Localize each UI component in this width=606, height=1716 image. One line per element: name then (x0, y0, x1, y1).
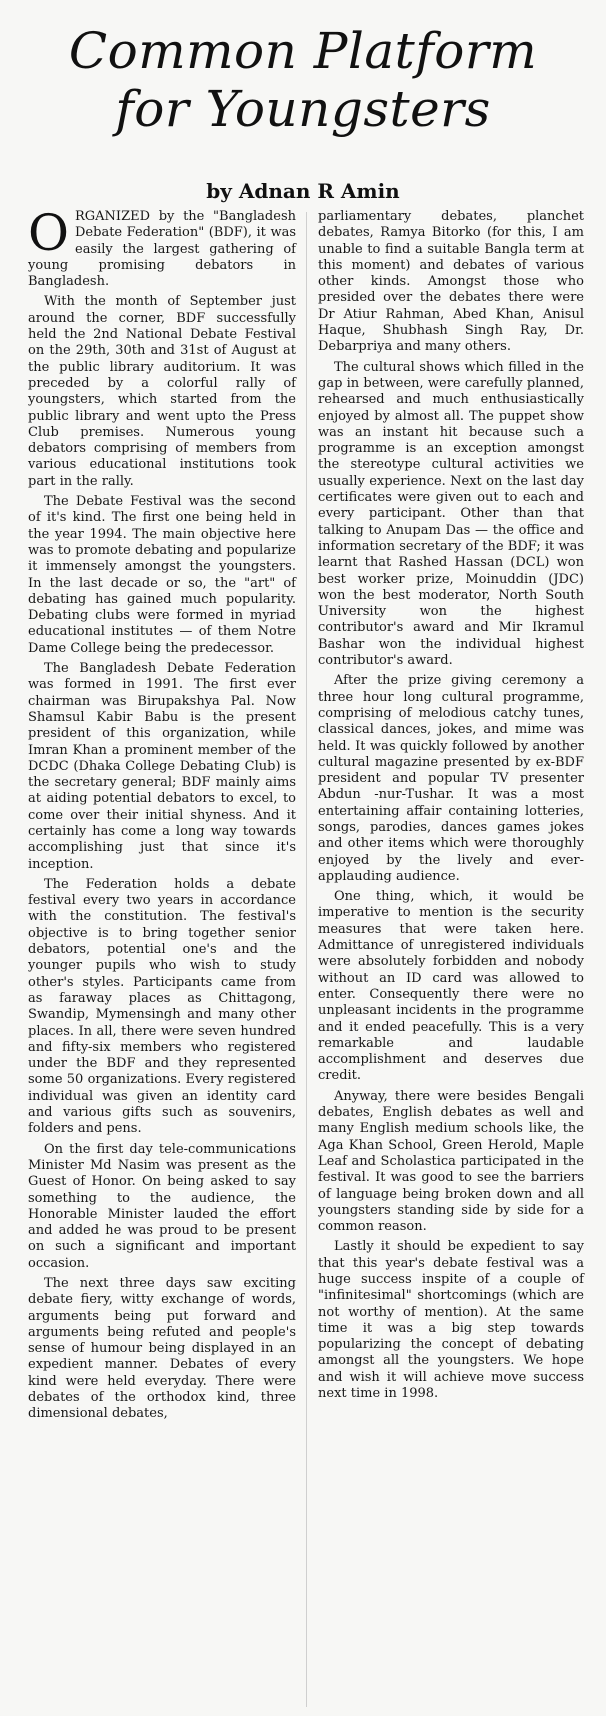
article-paragraph: The cultural shows which filled in the gap in between, were carefully planned, rehearsed and much enthusiastically enjoyed by almost all. The puppet show was an instant hit because such a programme is an exception amongst the stereotype cultural activities we usually experience. Next on the last day certificates were given out to each and every participant. Other than that talking to Anupam Das — the office and information secretary of the BDF; it was learnt that Rashed Hassan (DCL) won best worker prize, Moinuddin (JDC) won the best moderator, North South University won the highest contributor's award and Mir Ikramul Bashar won the individual highest contributor's award. (318, 359, 584, 669)
headline-block (0, 22, 606, 138)
article-paragraph: Anyway, there were besides Bengali debates, English debates as well and many English medium schools like, the Aga Khan School, Green Herold, Maple Leaf and Scholastica participated in the festival. It was good to see the barriers of language being broken down and all youngsters standing side by side for a common reason. (318, 1088, 584, 1235)
article-paragraph: The Debate Festival was the second of it's kind. The first one being held in the year 1994. The main objective here was to promote debating and popularize it immensely amongst the youngsters. In the last decade or so, the "art" of debating has gained much popularity. Debating clubs were formed in myriad educational institutes — of them Notre Dame College being the predecessor. (28, 494, 296, 656)
article-paragraph (28, 204, 296, 290)
article-column-left (28, 204, 296, 1427)
article-paragraph: The Bangladesh Debate Federation was formed in 1991. The first ever chairman was Birupakshya Pal. Now Shamsul Kabir Babu is the present president of this organization, while Imran Khan a prominent member of the DCDC (Dhaka College Debating Club) is the secretary general; BDF mainly aims at aiding potential debators to excel, to come over their initial shyness. And it certainly has come a long way towards accomplishing just that since it's inception. (28, 661, 296, 872)
article-paragraph: One thing, which, it would be imperative to mention is the security measures that were taken here. Admittance of unregistered individuals were absolutely forbidden and nobody without an ID card was allowed to enter. Consequently there were no unpleasant incidents in the programme and it ended peacefully. This is a very remarkable and laudable accomplishment and deserves due credit. (318, 889, 584, 1084)
article-paragraph: parliamentary debates, planchet debates, Ramya Bitorko (for this, I am unable to find a suitable Bangla term at this moment) and debates of various other kinds. Amongst those who presided over the debates there were Dr Atiur Rahman, Abed Khan, Anisul Haque, Shubhash Singh Ray, Dr. Debarpriya and many others. (318, 209, 584, 355)
article-paragraph: On the first day tele-communications Minister Md Nasim was present as the Guest of Honor. On being asked to say something to the audience, the Honorable Minister lauded the effort and added he was proud to be present on such a significant and important occasion. (28, 1141, 296, 1271)
article-column-right (318, 209, 584, 1406)
article-paragraph: Lastly it should be expedient to say that this year's debate festival was a huge success inspite of a couple of "infinitesimal" shortcomings (which are not worthy of mention). At the same time it was a big step towards popularizing the concept of debating amongst all the youngsters. We hope and wish it will achieve move success next time in 1998. (318, 1239, 584, 1402)
byline: by Adnan R Amin (206, 179, 400, 203)
column-divider (306, 212, 307, 1707)
paragraph-text: by the "Bangladesh Debate Federation" (BDF), it was easily the largest gathering of young promising debators in Bangladesh. (28, 209, 296, 290)
headline-line-1: Common Platform (68, 22, 538, 80)
headline-line-2: for Youngsters (115, 80, 491, 138)
article-paragraph: The next three days saw exciting debate fiery, witty exchange of words, arguments being put forward and arguments being refuted and people's sense of humour being displayed in an expedient manner. Debates of every kind were held everyday. There were debates of the orthodox kind, three dimensional debates, (28, 1276, 296, 1422)
headline (0, 22, 606, 138)
article-paragraph: After the prize giving ceremony a three hour long cultural programme, comprising of melodious catchy tunes, classical dances, jokes, and mime was held. It was quickly followed by another cultural magazine presented by ex-BDF president and popular TV presenter Abdun -nur-Tushar. It was a most entertaining affair containing lotteries, songs, parodies, dances games jokes and other items which were thoroughly enjoyed by the lively and ever-applauding audience. (318, 673, 584, 884)
lead-in: RGANIZED (75, 209, 151, 224)
drop-cap: O (28, 204, 69, 262)
article-paragraph: The Federation holds a debate festival every two years in accordance with the constitution. The festival's objective is to bring together senior debators, potential one's and the younger pupils who wish to study other's styles. Participants came from as faraway places as Chittagong, Swandip, Mymensingh and many other places. In all, there were seven hundred and fifty-six members who registered under the BDF and they represented some 50 organizations. Every registered individual was given an identity card and various gifts such as souvenirs, folders and pens. (28, 876, 296, 1137)
article-paragraph: With the month of September just around the corner, BDF successfully held the 2nd National Debate Festival on the 29th, 30th and 31st of August at the public library auditorium. It was preceded by a colorful rally of youngsters, which started from the public library and went upto the Press Club premises. Numerous young debators comprising of members from various educational institutions took part in the rally. (28, 294, 296, 489)
